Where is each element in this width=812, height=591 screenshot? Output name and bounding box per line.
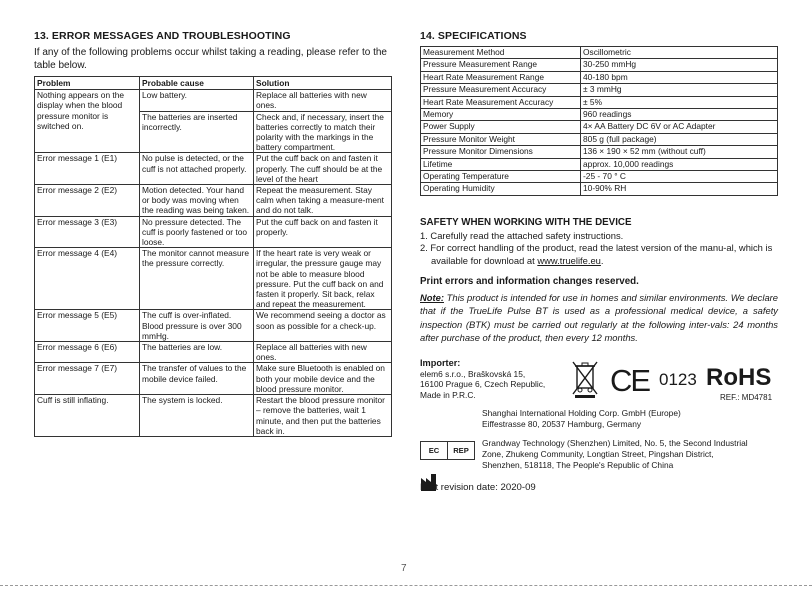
spec-value: 136 × 190 × 52 mm (without cuff)	[581, 146, 778, 158]
spec-value: -25 - 70 ° C	[581, 171, 778, 183]
table-row	[35, 342, 392, 363]
spec-key: Lifetime	[421, 158, 581, 170]
cause-cell: No pressure detected. The cuff is poorly fastened or too loose.	[140, 216, 254, 248]
truelife-link[interactable]: www.truelife.eu	[537, 255, 601, 267]
problem-cell: Error message 4 (E4)	[35, 248, 140, 310]
cause-cell: Low battery.	[140, 90, 254, 111]
problem-cell: Cuff is still inflating.	[35, 395, 140, 437]
right-column	[420, 30, 778, 493]
notified-body-number: 0123	[659, 370, 697, 390]
solution-cell: We recommend seeing a doctor as soon as possible for a check-up.	[254, 310, 392, 342]
ec-rep-line: Eiffestrasse 80, 20537 Hamburg, Germany	[482, 419, 642, 429]
troubleshooting-intro: If any of the following problems occur whilst taking a reading, please refer to the table below.	[34, 47, 387, 71]
cause-cell: No pulse is detected, or the cuff is not attached properly.	[140, 153, 254, 185]
troubleshooting-table	[34, 76, 392, 437]
spec-row	[421, 109, 778, 121]
spec-row	[421, 158, 778, 170]
page-number: 7	[401, 563, 407, 574]
importer-line: elem6 s.r.o., Braškovská 15,	[420, 368, 526, 379]
spec-row	[421, 84, 778, 96]
header-solution: Solution	[254, 77, 392, 90]
table-row	[35, 90, 392, 111]
manufacturer-line: Grandway Technology (Shenzhen) Limited, No. 5, the Second Industrial	[482, 438, 748, 448]
ce-mark: CE	[610, 363, 650, 399]
rep-label: REP	[453, 446, 469, 455]
spec-key: Operating Temperature	[421, 171, 581, 183]
spec-key: Pressure Monitor Weight	[421, 133, 581, 145]
solution-cell: Replace all batteries with new ones.	[254, 342, 392, 363]
table-row	[35, 185, 392, 217]
ec-rep-line: Shanghai International Holding Corp. GmbH (Europe)	[482, 408, 681, 418]
spec-key: Memory	[421, 109, 581, 121]
safety-section	[420, 217, 778, 268]
ec-label: EC	[421, 442, 448, 459]
importer-block	[420, 358, 545, 400]
table-row	[35, 153, 392, 185]
note-label: Note:	[420, 291, 444, 303]
cause-cell: The system is locked.	[140, 395, 254, 437]
solution-cell: Restart the blood pressure monitor – remove the batteries, wait 1 minute, and then put the batteries back in.	[254, 395, 392, 437]
problem-cell: Error message 2 (E2)	[35, 185, 140, 217]
footer-divider	[0, 585, 812, 586]
spec-row	[421, 133, 778, 145]
importer-line: 16100 Prague 6, Czech Republic,	[420, 379, 546, 390]
safety-item-2-text: 2. For correct handling of the product, read the latest version of the manu-al, which is available for download at	[420, 242, 773, 267]
problem-cell: Error message 5 (E5)	[35, 310, 140, 342]
solution-cell: Replace all batteries with new ones.	[254, 90, 392, 111]
note-text: This product is intended for use in homes and similar environments. We declare that if the TrueLife Pulse BT is used as a professional medical device, a safety inspection (BTK) must be carried out regularly at the following inter-vals: 24 months after purchase of the product, then every 12 months.	[420, 291, 778, 344]
solution-cell: Repeat the measurement. Stay calm when taking a measure-ment and do not talk.	[254, 185, 392, 217]
importer-title: Importer:	[420, 358, 461, 369]
importer-line: Made in P.R.C.	[420, 389, 476, 400]
cause-cell: The monitor cannot measure the pressure correctly.	[140, 248, 254, 310]
cause-cell: Motion detected. Your hand or body was moving when the reading was being taken.	[140, 185, 254, 217]
header-problem: Problem	[35, 77, 140, 90]
spec-row	[421, 171, 778, 183]
cause-cell: The batteries are inserted incorrectly.	[140, 111, 254, 153]
spec-value: 10-90% RH	[581, 183, 778, 195]
problem-cell: Error message 7 (E7)	[35, 363, 140, 395]
spec-value: 40-180 bpm	[581, 71, 778, 83]
spec-value: ± 5%	[581, 96, 778, 108]
spec-row	[421, 59, 778, 71]
weee-bin-icon	[570, 358, 600, 398]
ec-rep-symbol	[420, 441, 475, 460]
table-row	[35, 248, 392, 310]
spec-key: Pressure Measurement Range	[421, 59, 581, 71]
header-cause: Probable cause	[140, 77, 254, 90]
problem-cell: Error message 1 (E1)	[35, 153, 140, 185]
spec-value: 960 readings	[581, 109, 778, 121]
problem-cell: Nothing appears on the display when the blood pressure monitor is switched on.	[35, 90, 140, 153]
cause-cell: The batteries are low.	[140, 342, 254, 363]
solution-cell: Check and, if necessary, insert the batteries correctly to match their polarity with the markings in the battery compartment.	[254, 111, 392, 153]
solution-cell: Make sure Bluetooth is enabled on both your mobile device and the blood pressure monitor.	[254, 363, 392, 395]
rohs-mark: RoHS	[706, 364, 772, 392]
spec-row	[421, 121, 778, 133]
troubleshooting-section	[34, 30, 392, 437]
cause-cell: The transfer of values to the mobile device failed.	[140, 363, 254, 395]
revision-date: Last revision date: 2020-09	[420, 482, 536, 493]
spec-key: Heart Rate Measurement Range	[421, 71, 581, 83]
spec-value: 805 g (full package)	[581, 133, 778, 145]
spec-row	[421, 183, 778, 195]
print-errors-title: Print errors and information changes reserved.	[420, 275, 639, 287]
table-row	[35, 310, 392, 342]
troubleshooting-title: 13. ERROR MESSAGES AND TROUBLESHOOTING	[34, 30, 291, 42]
spec-row	[421, 47, 778, 59]
safety-item-1: 1. Carefully read the attached safety instructions.	[420, 229, 624, 241]
solution-cell: Put the cuff back on and fasten it properly.	[254, 216, 392, 248]
spec-row	[421, 146, 778, 158]
spec-key: Heart Rate Measurement Accuracy	[421, 96, 581, 108]
spec-row	[421, 96, 778, 108]
spec-row	[421, 71, 778, 83]
safety-item-2	[420, 242, 778, 267]
spec-key: Power Supply	[421, 121, 581, 133]
ec-rep-address	[482, 408, 681, 430]
problem-cell: Error message 6 (E6)	[35, 342, 140, 363]
table-header-row	[35, 77, 392, 90]
spec-value: ± 3 mmHg	[581, 84, 778, 96]
manufacturer-line: Zone, Zhukeng Community, Longtian Street, Pingshan District,	[482, 449, 714, 460]
cause-cell: The cuff is over-inflated. Blood pressure is over 300 mmHg.	[140, 310, 254, 342]
spec-value: 30-250 mmHg	[581, 59, 778, 71]
spec-key: Measurement Method	[421, 47, 581, 59]
note-paragraph	[420, 291, 778, 345]
spec-key: Pressure Monitor Dimensions	[421, 146, 581, 158]
spec-value: 4× AA Battery DC 6V or AC Adapter	[581, 121, 778, 133]
specifications-table	[420, 46, 778, 196]
table-row	[35, 216, 392, 248]
importer-marks-row	[420, 358, 778, 406]
table-row	[35, 363, 392, 395]
problem-cell: Error message 3 (E3)	[35, 216, 140, 248]
manufacturer-address	[482, 438, 748, 472]
solution-cell: Put the cuff back on and fasten it properly. The cuff should be at the level of the heart	[254, 153, 392, 185]
solution-cell: If the heart rate is very weak or irregular, the pressure gauge may not be able to measure blood pressure. Put the cuff back on and fasten it properly. Sit back, relax and repeat the measurement.	[254, 248, 392, 310]
table-row	[35, 395, 392, 437]
spec-key: Operating Humidity	[421, 183, 581, 195]
spec-value: approx. 10,000 readings	[581, 158, 778, 170]
spec-key: Pressure Measurement Accuracy	[421, 84, 581, 96]
specifications-title: 14. SPECIFICATIONS	[420, 30, 527, 42]
manufacturer-line: Shenzhen, 518118, The People's Republic of China	[482, 460, 674, 471]
safety-item-2-end: .	[600, 255, 604, 267]
spec-value: Oscillometric	[581, 47, 778, 59]
safety-title: SAFETY WHEN WORKING WITH THE DEVICE	[420, 216, 632, 228]
ref-number: REF.: MD4781	[720, 393, 773, 403]
